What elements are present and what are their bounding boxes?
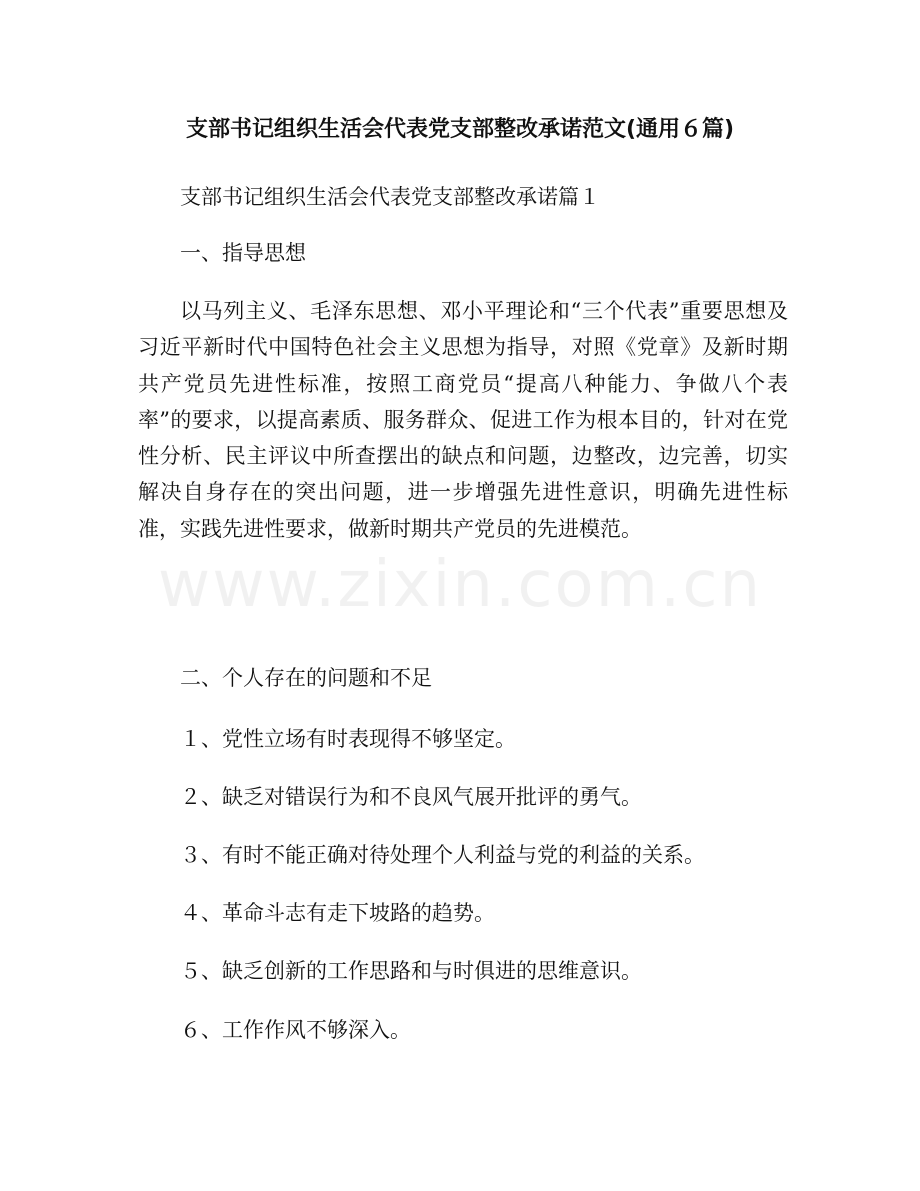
problem-item: ４、革命斗志有走下坡路的趋势。: [180, 901, 495, 925]
section-heading-guiding-ideology: 一、指导思想: [180, 241, 306, 265]
document-title: 支部书记组织生活会代表党支部整改承诺范文(通用６篇): [186, 117, 735, 142]
problem-item: ６、工作作风不够深入。: [180, 1018, 411, 1042]
article-subtitle: 支部书记组织生活会代表党支部整改承诺篇１: [180, 185, 600, 209]
problem-item: １、党性立场有时表现得不够坚定。: [180, 727, 516, 751]
section-heading-problems: 二、个人存在的问题和不足: [180, 666, 432, 690]
problem-item: ５、缺乏创新的工作思路和与时俱进的思维意识。: [180, 959, 642, 983]
watermark: www.zixin.com.cn: [157, 548, 763, 622]
problem-item: ３、有时不能正确对待处理个人利益与党的利益的关系。: [180, 843, 705, 867]
guiding-ideology-paragraph: 以马列主义、毛泽东思想、邓小平理论和“三个代表”重要思想及习近平新时代中国特色社会主义思想为指导，对照《党章》及新时期共产党员先进性标准，按照工商党员“提高八种能力、争做八个表率”的要求，以提高素质、服务群众、促进工作为根本目的，针对在党性分析、民主评议中所查摆出的缺点和问题，边整改，边完善，切实解决自身存在的突出问题，进一步增强先进性意识，明确先进性标准，实践先进性要求，做新时期共产党员的先进模范。: [138, 299, 788, 541]
problem-item: ２、缺乏对错误行为和不良风气展开批评的勇气。: [180, 785, 642, 809]
